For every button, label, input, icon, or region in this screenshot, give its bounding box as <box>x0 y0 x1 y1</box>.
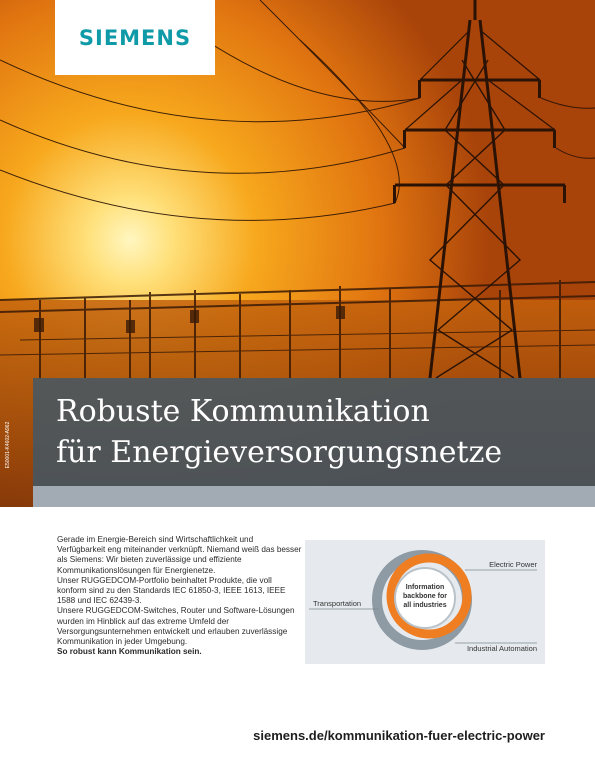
footer-url[interactable]: siemens.de/kommunikation-fuer-electric-power <box>253 728 545 743</box>
industries-diagram <box>305 540 545 664</box>
paragraph: Gerade im Energie-Bereich sind Wirtschaftlichkeit und Verfügbarkeit eng miteinander verknüpft. Niemand weiß das besser als Siemens: Wir bieten zuverlässige und effiziente Kommunikationslösungen für Energienetze. <box>57 535 302 575</box>
document-number-text: E50001-K4602-A962 <box>5 421 11 469</box>
label-transportation: Transportation <box>313 599 362 608</box>
center-label-1: Information <box>405 584 445 591</box>
label-electric-power: Electric Power <box>489 560 537 569</box>
title-underline-strip <box>33 486 595 507</box>
title-line-2: für Energieversorgungsnetze <box>56 435 503 470</box>
document-number <box>3 400 13 490</box>
label-industrial-automation: Industrial Automation <box>466 644 537 653</box>
siemens-logo: SIEMENS <box>78 25 192 50</box>
center-label-2: backbone for <box>403 593 447 600</box>
logo-box <box>55 0 215 75</box>
center-label-3: all industries <box>403 602 447 609</box>
ring-diagram <box>305 540 545 664</box>
body-text <box>57 535 302 657</box>
paragraph: Unsere RUGGEDCOM-Switches, Router und Software-Lösungen wurden im Hinblick auf das extreme Umfeld der Versorgungsunternehmen entwickelt und erlauben zuverlässige Kommunikation in jeder Umgebung. <box>57 606 295 647</box>
title-line-1: Robuste Kommunikation <box>56 394 430 429</box>
closing-statement: So robust kann Kommunikation sein. <box>57 647 202 657</box>
title-band <box>33 378 595 486</box>
paragraph: Unser RUGGEDCOM-Portfolio beinhaltet Produkte, die voll konform sind zu den Standards IEC 61850-3, IEEE 1613, IEEE 1588 und IEC 62439-3. <box>57 575 286 606</box>
